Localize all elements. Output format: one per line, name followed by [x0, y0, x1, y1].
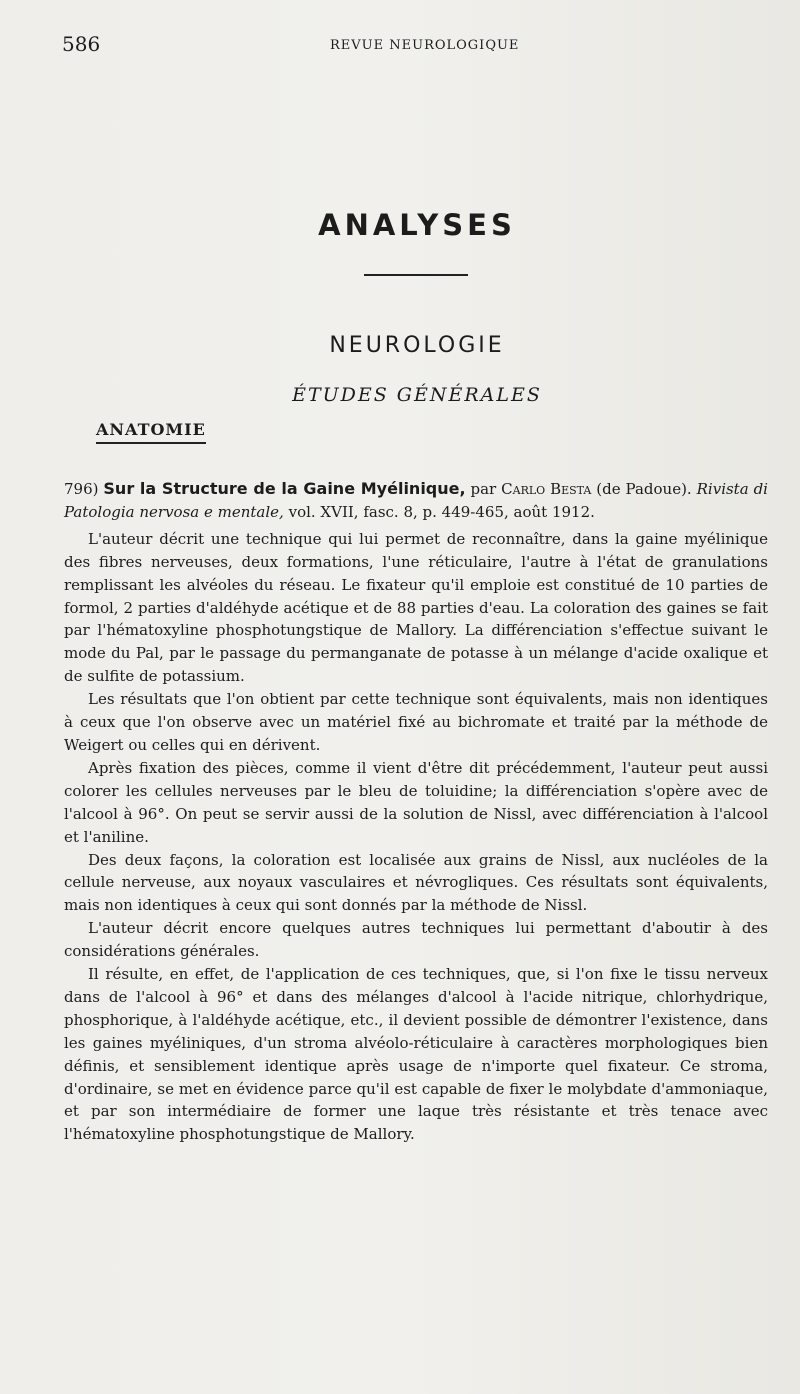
page-number: 586: [62, 32, 101, 56]
paragraph: Les résultats que l'on obtient par cette technique sont équivalents, mais non identiques à ceux que l'on observe avec un matériel fixé au bichromate et traité par la méthode de Weigert ou celles qui en dérivent.: [64, 690, 768, 754]
paragraph: L'auteur décrit encore quelques autres techniques lui permettant d'aboutir à des considérations générales.: [64, 919, 768, 961]
running-title: REVUE NEUROLOGIQUE: [330, 38, 520, 53]
entry-citation: vol. XVII, fasc. 8, p. 449-465, août 1912.: [288, 502, 595, 521]
entry-affiliation: (de Padoue).: [596, 480, 692, 498]
entry-heading: [64, 478, 768, 524]
entry-author: Carlo Besta: [501, 480, 592, 498]
entry-title: Sur la Structure de la Gaine Myélinique,: [103, 479, 466, 498]
entry-number: 796): [64, 480, 99, 498]
main-title: ANALYSES: [318, 208, 516, 242]
article-body: [64, 478, 768, 1146]
category-heading: ANATOMIE: [96, 420, 206, 444]
subsection-title: ÉTUDES GÉNÉRALES: [292, 384, 542, 406]
paragraph: Il résulte, en effet, de l'application de ces techniques, que, si l'on fixe le tissu nerveux dans de l'alcool à 96° et dans des mélanges d'alcool à l'acide nitrique, chlorhydrique, phosphorique, à l'aldéhyde acétique, etc., il devient possible de démontrer l'existence, dans les gaines myéliniques, d'un stroma alvéolo-réticulaire à caractères morphologiques bien définis, et sensiblement identique après usage de n'importe quel fixateur. Ce stroma, d'ordinaire, se met en évidence parce qu'il est capable de fixer le molybdate d'ammoniaque, et par son intermédiaire de former une laque très résistante et très tenace avec l'hématoxyline phosphotungstique de Mallory.: [64, 965, 768, 1144]
section-title: NEUROLOGIE: [329, 333, 505, 358]
paragraph: Des deux façons, la coloration est localisée aux grains de Nissl, aux nucléoles de la cellule nerveuse, aux noyaux vasculaires et névrogliques. Ces résultats sont équivalents, mais non identiques à ceux qui sont donnés par la méthode de Nissl.: [64, 850, 768, 915]
paragraph: L'auteur décrit une technique qui lui permet de reconnaître, dans la gaine myélinique des fibres nerveuses, deux formations, l'une réticulaire, l'autre à l'état de granulations remplissant les alvéoles du réseau. Le fixateur qu'il emploie est constitué de 10 parties de formol, 2 parties d'aldéhyde acétique et de 88 parties d'eau. La coloration des gaines se fait par l'hématoxyline phosphotungstique de Mallory. La différenciation s'effectue suivant le mode du Pal, par le passage du permanganate de potasse à un mélange d'acide oxalique et de sulfite de potassium.: [64, 529, 768, 686]
entry-journal: Rivista di Patologia nervosa e mentale,: [64, 480, 768, 521]
title-divider: [364, 274, 468, 276]
paragraph: Après fixation des pièces, comme il vient d'être dit précédemment, l'auteur peut aussi colorer les cellules nerveuses par le bleu de toluidine; la différenciation s'opère avec de l'alcool à 96°. On peut se servir aussi de la solution de Nissl, avec différenciation à l'alcool et l'aniline.: [64, 758, 768, 846]
entry-by: par: [470, 480, 497, 498]
